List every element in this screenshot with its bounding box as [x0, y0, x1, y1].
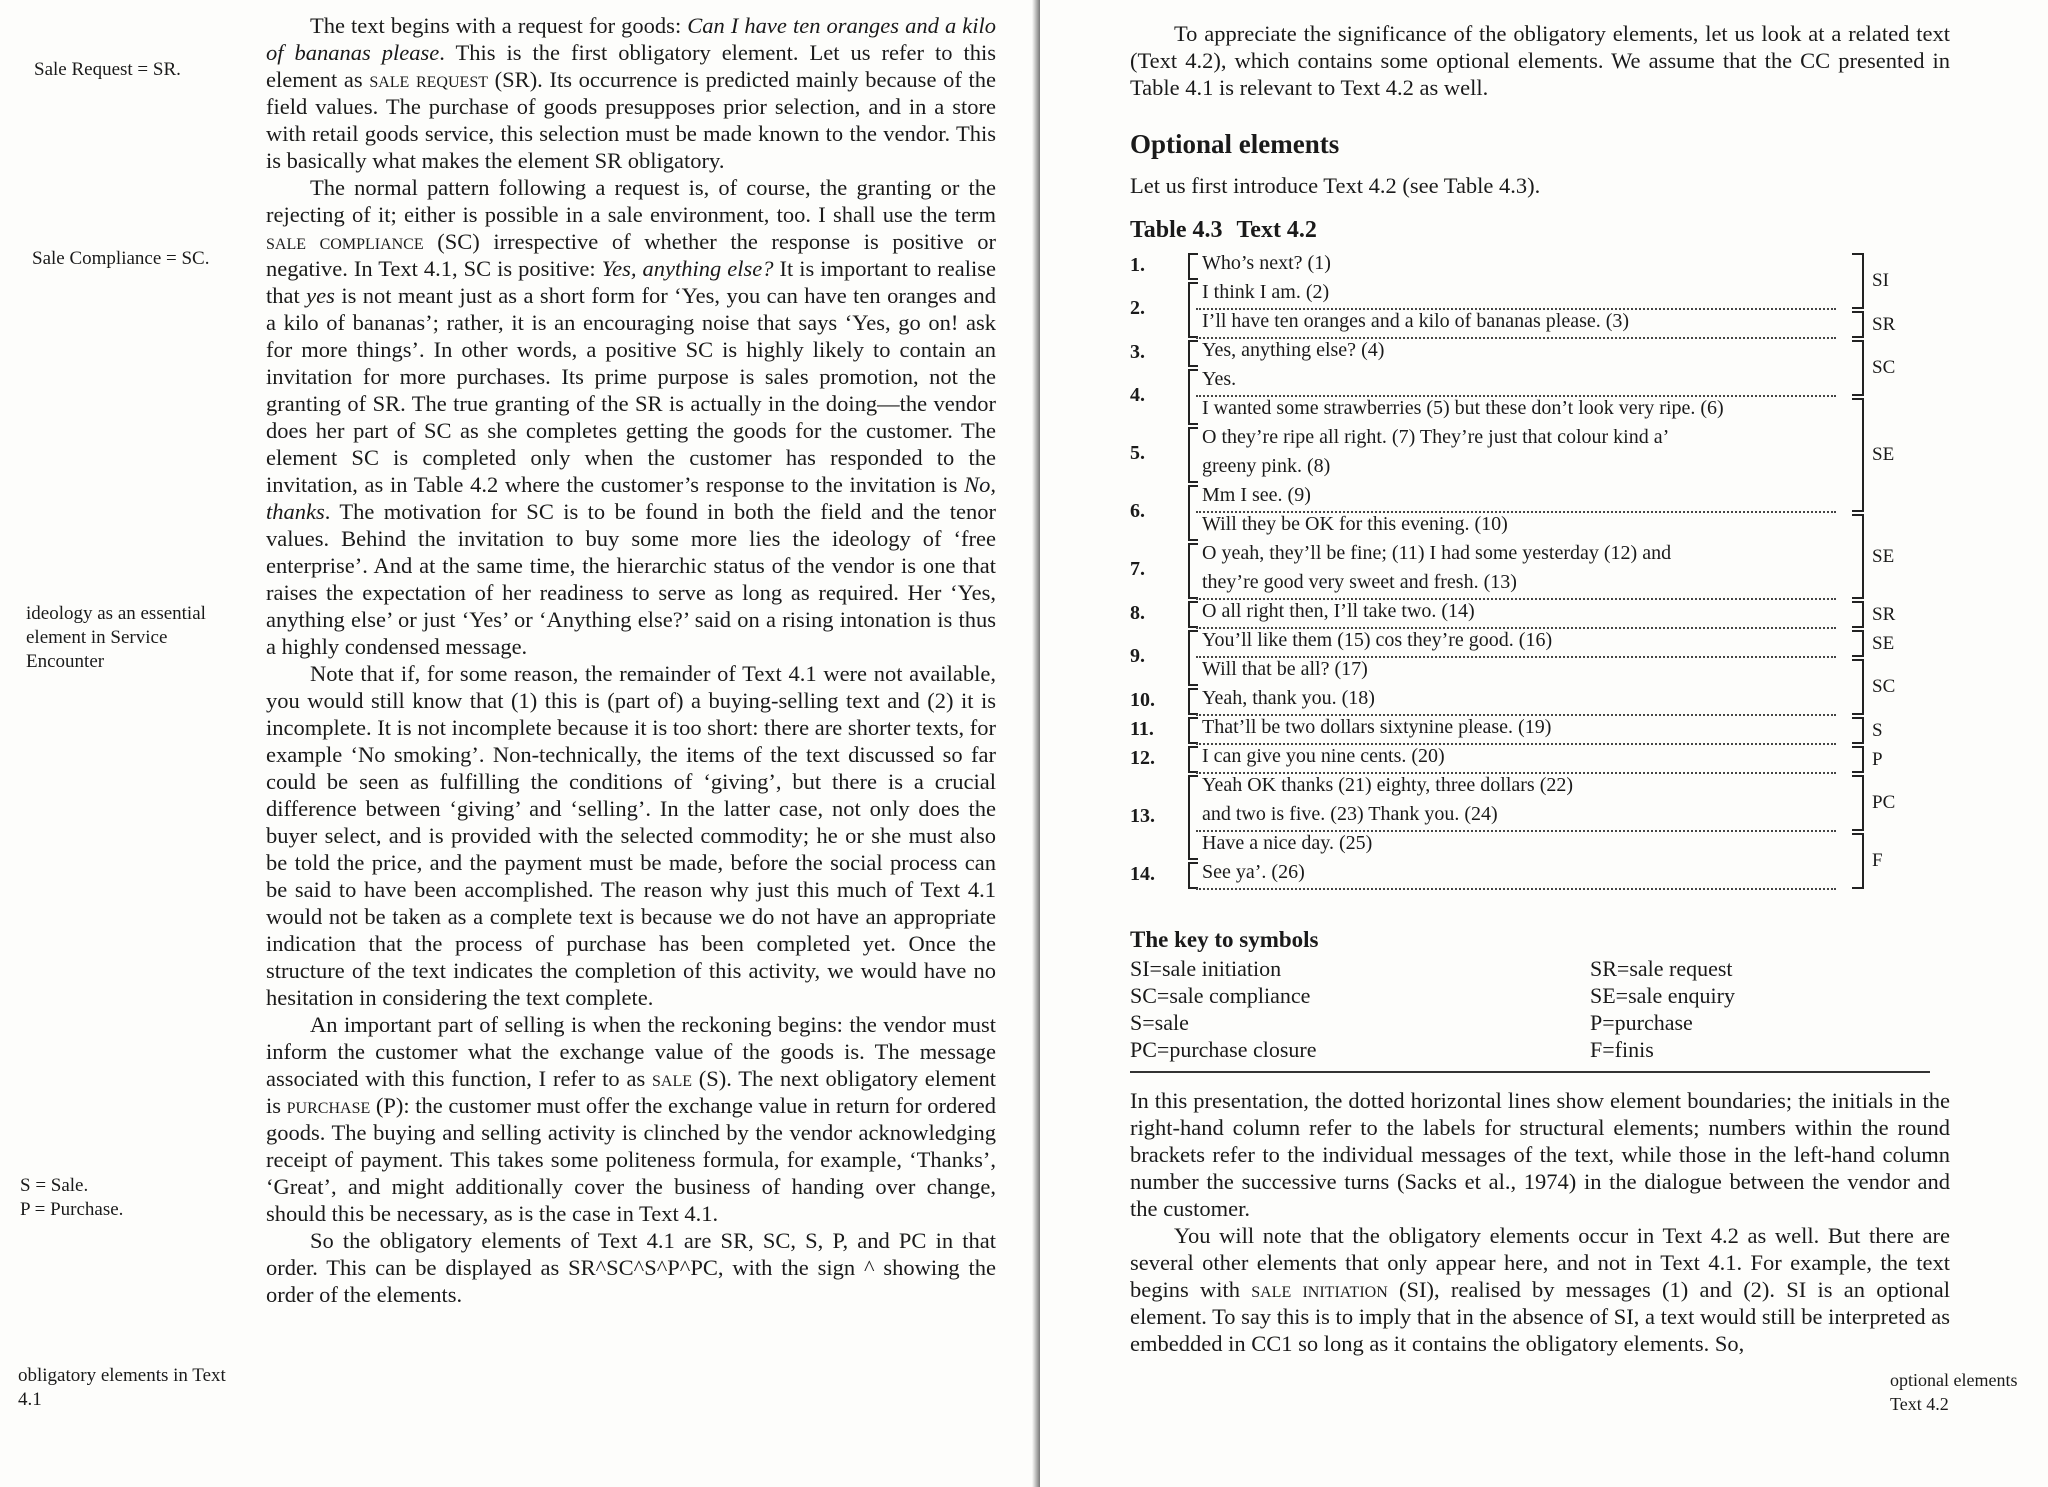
element-boundary — [1196, 337, 1836, 339]
element-label: SR — [1872, 313, 1896, 335]
turn-bracket — [1188, 282, 1198, 338]
element-boundary — [1196, 772, 1836, 774]
right-body-text — [1130, 20, 1950, 1357]
margin-note-sale-compliance: Sale Compliance = SC. — [32, 248, 210, 269]
turn-bracket — [1188, 427, 1198, 483]
dialogue-line: Yeah OK thanks (21) eighty, three dollars (22) — [1202, 774, 1574, 796]
key-item: P=purchase — [1590, 1010, 1693, 1035]
element-bracket — [1852, 311, 1864, 338]
element-boundary — [1196, 714, 1836, 716]
key-item: SR=sale request — [1590, 956, 1733, 981]
paragraph-presentation: In this presentation, the dotted horizontal lines show element boundaries; the initials in the right-hand column refer to the labels for structural elements; numbers within the round brackets refer to the individual messages of the text, while those in the left-hand column number the successive turns (Sacks et al., 1974) in the dialogue between the vendor and the customer. — [1130, 1088, 1950, 1221]
element-bracket — [1852, 340, 1864, 396]
dialogue-line: O yeah, they’ll be fine; (11) I had some yesterday (12) and — [1202, 542, 1672, 564]
dialogue-line: Mm I see. (9) — [1202, 484, 1311, 506]
turn-number: 10. — [1130, 688, 1155, 711]
turn-bracket — [1188, 630, 1198, 686]
paragraph-lead: Let us first introduce Text 4.2 (see Table 4.3). — [1130, 173, 1541, 198]
dialogue-line: Will that be all? (17) — [1202, 658, 1368, 680]
element-boundary — [1196, 888, 1836, 890]
key-rule — [1130, 1071, 1930, 1073]
left-body-text — [266, 12, 996, 1308]
element-boundary — [1196, 830, 1836, 832]
turn-bracket — [1188, 253, 1198, 280]
dialogue-line: You’ll like them (15) cos they’re good. (16) — [1202, 629, 1553, 651]
turn-number: 12. — [1130, 746, 1155, 769]
element-bracket — [1852, 775, 1864, 831]
dialogue-line: O all right then, I’ll take two. (14) — [1202, 600, 1475, 622]
element-label: SC — [1872, 357, 1896, 378]
element-label: SE — [1872, 545, 1895, 567]
dialogue-line: That’ll be two dollars sixtynine please. (19) — [1202, 716, 1552, 738]
turn-number: 2. — [1130, 297, 1145, 319]
turn-bracket — [1188, 717, 1198, 744]
element-label: P — [1872, 748, 1883, 770]
key-item: SE=sale enquiry — [1590, 983, 1735, 1008]
dialogue-line: See ya’. (26) — [1202, 861, 1305, 883]
turn-bracket — [1188, 862, 1198, 889]
turn-bracket — [1188, 601, 1198, 628]
dialogue-line: Have a nice day. (25) — [1202, 832, 1373, 854]
paragraph-intro: To appreciate the significance of the obligatory elements, let us look at a related text (Text 4.2), which contains some optional elements. We assume that the CC presented in Table 4.1 is relevant to Text 4.2 as well. — [1130, 21, 1950, 100]
turn-number: 6. — [1130, 500, 1145, 522]
element-boundary — [1196, 308, 1836, 310]
turn-bracket — [1188, 543, 1198, 599]
turn-bracket — [1188, 775, 1198, 860]
element-label: SR — [1872, 603, 1896, 625]
margin-note-obligatory: obligatory elements in Text 4.1 — [18, 1365, 226, 1410]
paragraph-sale-request: The text begins with a request for goods: Can I have ten oranges and a kilo of bananas please. This is the first obligatory element. Let us refer to this element as sale request (SR). Its occurrence is predicted mainly because of the field values. The purchase of goods presupposes prior selection, and in a store with retail goods service, this selection must be made known to the vendor. This is basically what makes the element SR obligatory. — [266, 13, 997, 173]
element-bracket — [1852, 398, 1864, 512]
key-item: S=sale — [1130, 1010, 1189, 1035]
turn-number: 4. — [1130, 384, 1145, 406]
margin-note-sale: S = Sale. — [20, 1175, 89, 1196]
element-boundary — [1196, 743, 1836, 745]
dialogue-line: Will they be OK for this evening. (10) — [1202, 513, 1508, 535]
dialogue-line: I’ll have ten oranges and a kilo of bananas please. (3) — [1202, 310, 1630, 332]
turn-number: 5. — [1130, 442, 1145, 464]
turn-bracket — [1188, 340, 1198, 367]
turn-number: 7. — [1130, 558, 1145, 580]
element-boundary — [1196, 627, 1836, 629]
turn-number: 14. — [1130, 862, 1155, 885]
margin-note-sale-request: Sale Request = SR. — [34, 59, 181, 80]
table-title: Table 4.3 Text 4.2 — [1130, 217, 1317, 243]
turn-number: 9. — [1130, 645, 1145, 667]
element-label: SC — [1872, 676, 1896, 697]
dialogue-line: I wanted some strawberries (5) but these don’t look very ripe. (6) — [1202, 397, 1724, 419]
element-boundary — [1196, 656, 1836, 658]
turn-bracket — [1188, 369, 1198, 425]
section-heading: Optional elements — [1130, 129, 1340, 159]
element-label: SE — [1872, 444, 1895, 465]
turn-number: 13. — [1130, 804, 1155, 827]
element-label: SI — [1872, 270, 1889, 291]
margin-note-purchase: P = Purchase. — [20, 1199, 124, 1220]
dialogue-line: greeny pink. (8) — [1202, 455, 1331, 477]
dialogue-table — [1130, 250, 1950, 900]
key-item: SC=sale compliance — [1130, 983, 1311, 1008]
turn-number: 8. — [1130, 601, 1145, 624]
margin-note-ideology: ideology as an essential element in Service Encounter — [26, 603, 206, 672]
turn-number: 3. — [1130, 340, 1145, 363]
dialogue-line: Who’s next? (1) — [1202, 252, 1331, 274]
key-item: SI=sale initiation — [1130, 956, 1282, 981]
element-boundary — [1196, 511, 1836, 513]
paragraph-obligatory-summary: So the obligatory elements of Text 4.1 are SR, SC, S, P, and PC in that order. This can be displayed as SR^SC^S^P^PC, with the sign ^ showing the order of the elements. — [266, 1228, 996, 1307]
element-bracket — [1852, 833, 1864, 889]
element-bracket — [1852, 717, 1864, 744]
turn-bracket — [1188, 746, 1198, 773]
margin-note-optional: optional elements Text 4.2 — [1890, 1370, 2018, 1414]
right-page — [1040, 0, 2048, 1487]
element-bracket — [1852, 601, 1864, 628]
dialogue-line: Yeah, thank you. (18) — [1202, 687, 1375, 709]
element-boundary — [1196, 598, 1836, 600]
element-bracket — [1852, 659, 1864, 715]
dialogue-line: Yes. — [1202, 368, 1237, 390]
element-bracket — [1852, 514, 1864, 599]
element-label: F — [1872, 850, 1883, 871]
element-label: SE — [1872, 632, 1895, 654]
paragraph-incomplete-text: Note that if, for some reason, the remainder of Text 4.1 were not available, you would still know that (1) this is (part of) a buying-selling text and (2) it is incomplete. It is not incomplete because it is too short: there are shorter texts, for example ‘No smoking’. Non-technically, the items of the text discussed so far could be seen as fulfilling the conditions of ‘giving’, but there is a crucial difference between ‘giving’ and ‘selling’. In the latter case, not only does the buyer select, and is provided with the selected commodity; he or she must also be told the price, and the payment must be made, before the social process can be said to have been accomplished. The reason why just this much of Text 4.1 would not be taken as a complete text is because we do not have an appropriate indication that the process of purchase has been completed yet. Once the structure of the text indicates the completion of this activity, we would have no hesitation in considering the text complete. — [266, 661, 996, 1010]
dialogue-line: and two is five. (23) Thank you. (24) — [1202, 803, 1498, 825]
turn-number: 1. — [1130, 253, 1145, 276]
key-title: The key to symbols — [1130, 927, 1319, 952]
element-label: PC — [1872, 792, 1896, 813]
turn-number: 11. — [1130, 717, 1154, 740]
dialogue-line: O they’re ripe all right. (7) They’re just that colour kind a’ — [1202, 426, 1670, 448]
dialogue-line: Yes, anything else? (4) — [1202, 339, 1385, 361]
paragraph-sale-compliance: The normal pattern following a request is, of course, the granting or the rejecting of it; either is possible in a sale environment, too. I shall use the term sale compliance (SC) irrespective of whether the response is positive or negative. In Text 4.1, SC is positive: Yes, anything else? It is important to realise that yes is not meant just as a short form for ‘Yes, you can have ten oranges and a kilo of bananas’; rather, it is an encouraging noise that says ‘Yes, go on! ask for more things’. In other words, a positive SC is highly likely to contain an invitation for more purchases. Its prime purpose is sales promotion, not the granting of SR. The true granting of the SR is actually in the doing—the vendor does her part of SC as she completes getting the goods for the customer. The element SC is completed only when the customer has responded to the invitation, as in Table 4.2 where the customer’s response to the invitation is No, thanks. The motivation for SC is to be found in both the field and the tenor values. Behind the invitation to buy some more lies the ideology of ‘free enterprise’. And at the same time, the hierarchic status of the vendor is one that raises the expectation of her readiness to serve as long as required. Her ‘Yes, anything else’ or just ‘Yes’ or ‘Anything else?’ said on a rising intonation is thus a highly condensed message. — [266, 175, 996, 659]
dialogue-line: I think I am. (2) — [1202, 281, 1330, 303]
turn-bracket — [1188, 485, 1198, 541]
element-bracket — [1852, 746, 1864, 773]
element-bracket — [1852, 630, 1864, 657]
key-item: PC=purchase closure — [1130, 1037, 1317, 1062]
dialogue-line: they’re good very sweet and fresh. (13) — [1202, 571, 1517, 593]
turn-bracket — [1188, 688, 1198, 715]
paragraph-sale-purchase: An important part of selling is when the reckoning begins: the vendor must inform the customer what the exchange value of the goods is. The message associated with this function, I refer to as sale (S). The next obligatory element is purchase (P): the customer must offer the exchange value in return for ordered goods. The buying and selling activity is clinched by the vendor acknowledging receipt of payment. This takes some politeness formula, for example, ‘Thanks’, ‘Great’, and might additionally cover the business of handing over change, should this be necessary, as is the case in Text 4.1. — [266, 1012, 996, 1226]
key-grid — [1130, 955, 1950, 1063]
element-bracket — [1852, 253, 1864, 309]
element-boundary — [1196, 395, 1836, 397]
key-item: F=finis — [1590, 1037, 1654, 1062]
dialogue-line: I can give you nine cents. (20) — [1202, 745, 1445, 767]
paragraph-optional-si: You will note that the obligatory elements occur in Text 4.2 as well. But there are several other elements that only appear here, and not in Text 4.1. For example, the text begins with sale initiation (SI), realised by messages (1) and (2). SI is an optional element. To say this is to imply that in the absence of SI, a text would still be interpreted as embedded in CC1 so long as it contains the obligatory elements. So, — [1130, 1223, 1950, 1356]
element-label: S — [1872, 719, 1883, 741]
